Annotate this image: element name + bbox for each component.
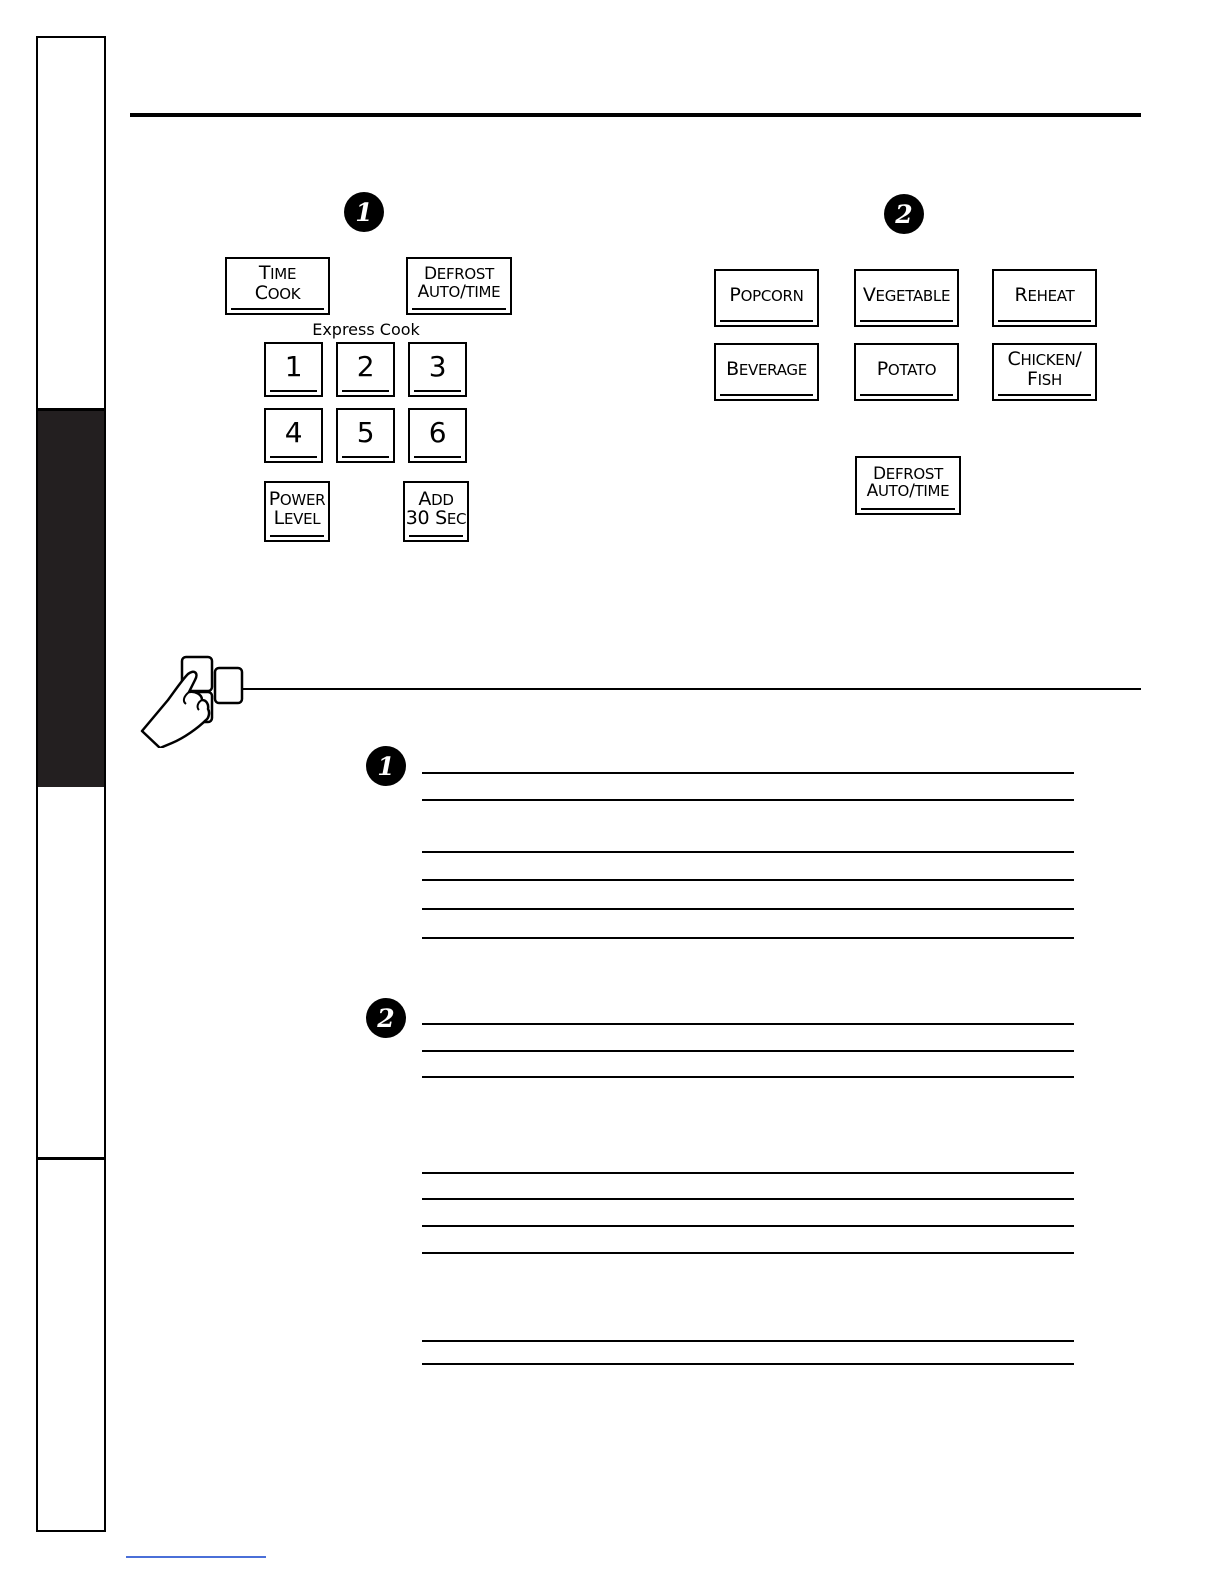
text-rule [422, 1198, 1074, 1200]
key-label-line: BEVERAGE [726, 357, 807, 380]
potato-key[interactable] [854, 343, 959, 401]
text-rule [422, 908, 1074, 910]
key-label-line: POPCORN [729, 283, 804, 306]
text-rule [422, 1076, 1074, 1078]
text-rule [422, 772, 1074, 774]
defrost-auto-time-key[interactable] [406, 257, 512, 315]
text-rule [422, 879, 1074, 881]
text-rule [422, 937, 1074, 939]
express-cook-label: Express Cook [312, 320, 420, 339]
key-label-line: REHEAT [1014, 283, 1075, 306]
key-label-line: AUTO/TIME [866, 481, 950, 501]
text-rule [422, 799, 1074, 801]
side-tab-rail [36, 36, 106, 1532]
text-rule [422, 1050, 1074, 1052]
tab-divider [38, 1157, 104, 1160]
text-rule [422, 851, 1074, 853]
key-label-line: AUTO/TIME [417, 281, 501, 302]
number-key-2[interactable]: 2 [336, 342, 395, 397]
text-rule [422, 1225, 1074, 1227]
popcorn-key[interactable] [714, 269, 819, 327]
defrost-auto-time-key-2[interactable] [855, 456, 961, 515]
vegetable-key[interactable] [854, 269, 959, 327]
key-label-line: POTATO [876, 357, 937, 380]
text-rule [422, 1023, 1074, 1025]
chicken-fish-key[interactable] [992, 343, 1097, 401]
key-label-line: POWER [268, 487, 326, 510]
section-rule [242, 688, 1141, 690]
number-key-5[interactable]: 5 [336, 408, 395, 463]
key-label-line: COOK [254, 281, 301, 304]
reheat-key[interactable] [992, 269, 1097, 327]
pressing-hand-icon [138, 652, 248, 748]
section-step-badge-1: 1 [366, 746, 406, 786]
key-label-line: FISH [1027, 367, 1062, 390]
key-label-line: TIME [258, 262, 297, 285]
text-rule [422, 1172, 1074, 1174]
key-label-line: DEFROST [423, 264, 495, 285]
text-rule [422, 1340, 1074, 1342]
number-key-3[interactable]: 3 [408, 342, 467, 397]
power-level-key[interactable] [264, 481, 330, 542]
add-30-sec-key[interactable] [403, 481, 469, 542]
top-rule [130, 113, 1141, 117]
step-badge-2: 2 [884, 194, 924, 234]
key-label-line: CHICKEN/ [1007, 348, 1082, 371]
beverage-key[interactable] [714, 343, 819, 401]
active-tab[interactable] [38, 411, 104, 787]
text-rule [422, 1252, 1074, 1254]
text-rule [422, 1363, 1074, 1365]
time-cook-key[interactable] [225, 257, 330, 315]
key-label-line: LEVEL [273, 507, 321, 529]
number-key-6[interactable]: 6 [408, 408, 467, 463]
key-label-line: VEGETABLE [862, 283, 951, 306]
key-label-line: DEFROST [872, 463, 944, 484]
section-step-badge-2: 2 [366, 998, 406, 1038]
key-label-line: ADD [418, 487, 454, 510]
step-badge-1: 1 [344, 192, 384, 232]
number-key-1[interactable]: 1 [264, 342, 323, 397]
key-label-line: 30 SEC [405, 507, 467, 529]
footer-link-underline[interactable] [126, 1556, 266, 1558]
number-key-4[interactable]: 4 [264, 408, 323, 463]
